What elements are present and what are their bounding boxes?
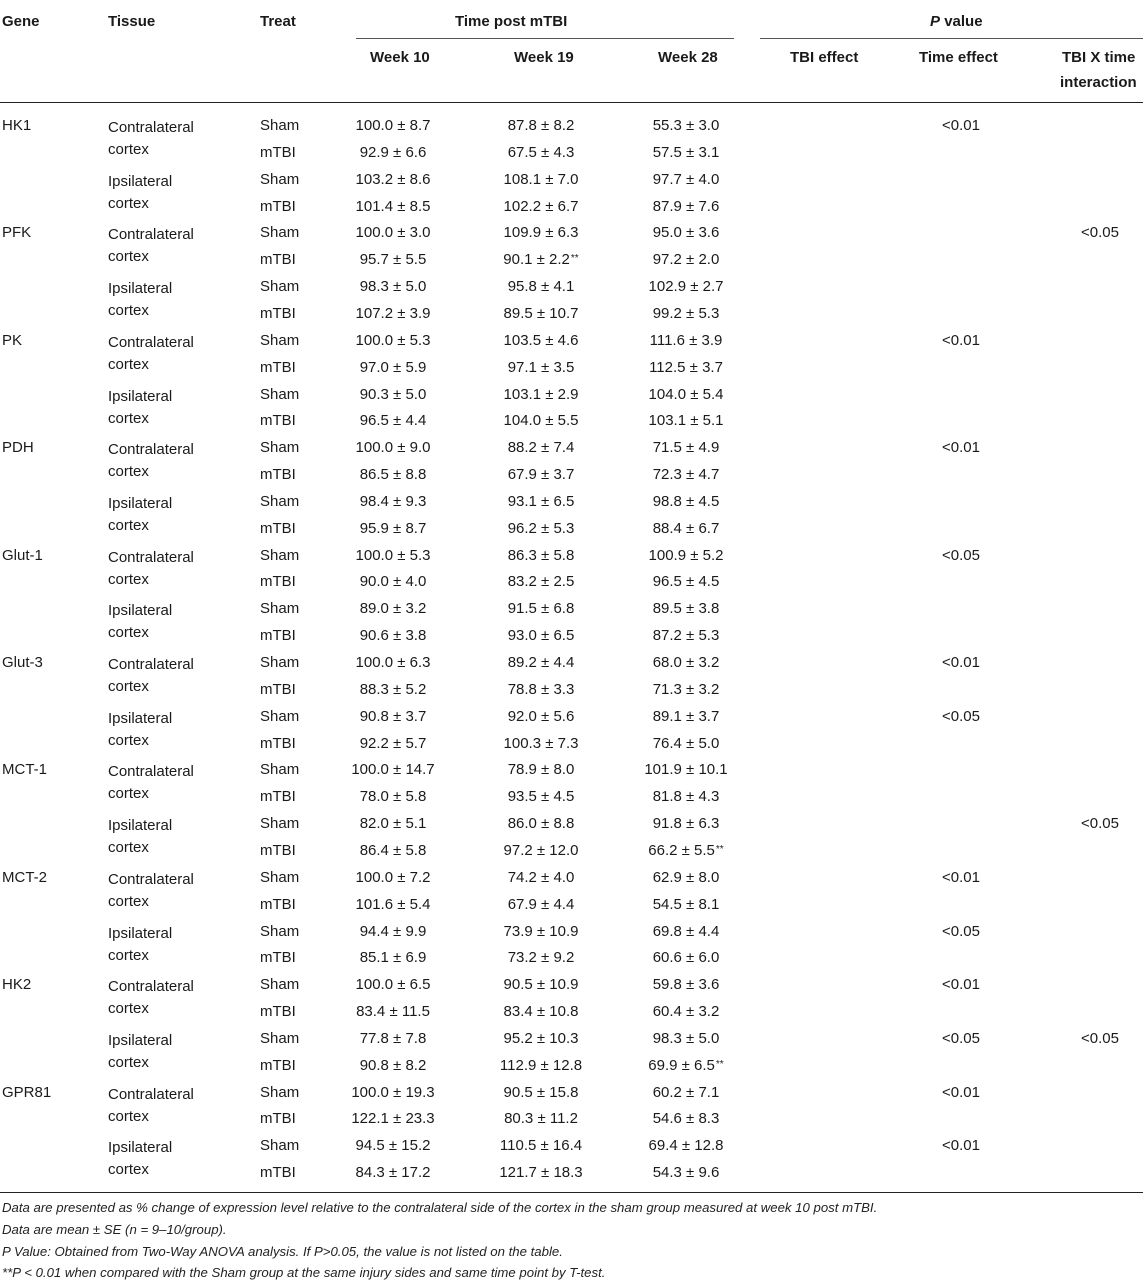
p-value-group-rule [760, 38, 1143, 39]
tissue-label [108, 1137, 172, 1180]
tissue-label [108, 547, 194, 590]
value-cell-w28: 59.8 ± 3.6 [652, 976, 720, 993]
footnote-1: Data are presented as % change of expression level relative to the contralateral side of the cortex in the sham group measured at week 10 post mTBI. [2, 1200, 878, 1215]
value-cell-w28: 96.5 ± 4.5 [652, 573, 720, 590]
tissue-label-line: cortex [108, 731, 149, 749]
time-effect-cell: <0.05 [942, 547, 980, 564]
treat-cell: Sham [260, 600, 300, 617]
value-cell-w10: 100.0 ± 8.7 [355, 117, 431, 134]
treat-cell: Sham [260, 117, 300, 134]
header-bottom-rule [0, 102, 1143, 103]
value-cell-w19: 92.0 ± 5.6 [507, 708, 575, 725]
value-cell-w10: 90.6 ± 3.8 [359, 627, 427, 644]
value-cell-w28: 68.0 ± 3.2 [652, 654, 720, 671]
treat-cell: mTBI [260, 144, 296, 161]
tissue-label [108, 869, 194, 912]
tissue-label-line: cortex [108, 838, 149, 856]
value-cell-w19: 93.0 ± 6.5 [507, 627, 575, 644]
header-tbi-effect: TBI effect [790, 49, 859, 66]
tissue-label [108, 493, 172, 536]
value-cell-w10: 107.2 ± 3.9 [355, 305, 431, 322]
tissue-label-line: cortex [108, 409, 149, 427]
time-effect-cell: <0.05 [942, 708, 980, 725]
value-cell-w10: 83.4 ± 11.5 [356, 1003, 430, 1020]
value-cell-w19: 90.5 ± 10.9 [503, 976, 579, 993]
value-cell-w10: 100.0 ± 3.0 [355, 224, 431, 241]
tissue-label [108, 224, 194, 267]
value-cell-w10: 100.0 ± 6.3 [355, 654, 431, 671]
value-cell-w19: 86.0 ± 8.8 [507, 815, 575, 832]
treat-cell: Sham [260, 1030, 300, 1047]
treat-cell: mTBI [260, 842, 296, 859]
treat-cell: Sham [260, 869, 300, 886]
tissue-label [108, 117, 194, 160]
tissue-label-line: Contralateral [108, 549, 194, 566]
value-cell-w10: 89.0 ± 3.2 [359, 600, 427, 617]
header-gene: Gene [2, 13, 40, 30]
value-cell-w28: 72.3 ± 4.7 [652, 466, 720, 483]
tissue-label-line: cortex [108, 194, 149, 212]
header-time-group: Time post mTBI [455, 13, 568, 30]
tissue-label-line: Contralateral [108, 441, 194, 458]
treat-cell: Sham [260, 493, 300, 510]
value-cell-w19: 89.5 ± 10.7 [503, 305, 579, 322]
header-p-word: value [944, 13, 983, 30]
time-effect-cell: <0.01 [942, 332, 980, 349]
value-cell-w10: 101.4 ± 8.5 [355, 198, 431, 215]
time-effect-cell: <0.01 [942, 654, 980, 671]
value-cell-w19: 88.2 ± 7.4 [507, 439, 575, 456]
value-cell-w28: 71.3 ± 3.2 [652, 681, 720, 698]
interaction-cell: <0.05 [1081, 1030, 1119, 1047]
gene-name: Glut-1 [2, 547, 43, 564]
tissue-label-line: Ipsilateral [108, 388, 173, 405]
value-cell-w28: 69.4 ± 12.8 [648, 1137, 724, 1154]
tissue-label [108, 332, 194, 375]
value-cell-w28: 60.4 ± 3.2 [652, 1003, 720, 1020]
header-p-value [930, 13, 983, 30]
value-cell-w28: 81.8 ± 4.3 [652, 788, 720, 805]
treat-cell: Sham [260, 761, 300, 778]
treat-cell: mTBI [260, 573, 296, 590]
significance-marker: ** [570, 253, 579, 264]
tissue-label-line: Ipsilateral [108, 495, 173, 512]
value-cell-w10: 90.8 ± 3.7 [359, 708, 427, 725]
tissue-label-line: cortex [108, 1053, 149, 1071]
value-cell-w10: 88.3 ± 5.2 [359, 681, 427, 698]
time-effect-cell: <0.05 [942, 923, 980, 940]
value-cell-w19: 121.7 ± 18.3 [499, 1164, 583, 1181]
gene-name: MCT-1 [2, 761, 47, 778]
tissue-label [108, 708, 172, 751]
tissue-label [108, 386, 172, 429]
value-cell-w28: 89.5 ± 3.8 [652, 600, 720, 617]
treat-cell: mTBI [260, 627, 296, 644]
value-cell-w28: 60.2 ± 7.1 [652, 1084, 720, 1101]
tissue-label-line: cortex [108, 677, 149, 695]
gene-name: PDH [2, 439, 34, 456]
value-cell-w28: 98.3 ± 5.0 [652, 1030, 720, 1047]
value-cell-w28: 69.9 ± 6.5** [648, 1057, 724, 1074]
value-cell-w19: 103.5 ± 4.6 [503, 332, 579, 349]
value-cell-w28: 104.0 ± 5.4 [648, 386, 724, 403]
value-cell-w19: 112.9 ± 12.8 [499, 1057, 583, 1074]
value-cell-w28: 88.4 ± 6.7 [652, 520, 720, 537]
gene-name: GPR81 [2, 1084, 52, 1101]
value-cell-w19: 73.2 ± 9.2 [507, 949, 575, 966]
treat-cell: Sham [260, 923, 300, 940]
value-cell-w10: 95.7 ± 5.5 [359, 251, 427, 268]
value-cell-w19: 93.5 ± 4.5 [507, 788, 575, 805]
value-cell-w19: 109.9 ± 6.3 [503, 224, 579, 241]
treat-cell: Sham [260, 708, 300, 725]
value-cell-w28: 54.6 ± 8.3 [652, 1110, 720, 1127]
treat-cell: Sham [260, 278, 300, 295]
tissue-label [108, 815, 172, 858]
value-cell-w28: 66.2 ± 5.5** [648, 842, 724, 859]
value-cell-w28: 76.4 ± 5.0 [652, 735, 720, 752]
tissue-label [108, 278, 172, 321]
footnote-3: P Value: Obtained from Two-Way ANOVA analysis. If P>0.05, the value is not listed on the table. [2, 1244, 563, 1259]
value-cell-w19: 83.2 ± 2.5 [507, 573, 575, 590]
tissue-label-line: Ipsilateral [108, 1032, 173, 1049]
value-cell-w19: 80.3 ± 11.2 [504, 1110, 578, 1127]
value-cell-w10: 94.5 ± 15.2 [355, 1137, 431, 1154]
interaction-cell: <0.05 [1081, 815, 1119, 832]
value-cell-w10: 98.4 ± 9.3 [359, 493, 427, 510]
time-effect-cell: <0.01 [942, 1084, 980, 1101]
value-cell-w28: 57.5 ± 3.1 [652, 144, 720, 161]
treat-cell: mTBI [260, 520, 296, 537]
tissue-label [108, 1030, 172, 1073]
value-cell-w19: 108.1 ± 7.0 [503, 171, 579, 188]
tissue-label-line: Contralateral [108, 871, 194, 888]
value-cell-w19: 95.8 ± 4.1 [507, 278, 575, 295]
value-cell-w10: 103.2 ± 8.6 [355, 171, 431, 188]
time-effect-cell: <0.01 [942, 869, 980, 886]
value-cell-w10: 85.1 ± 6.9 [359, 949, 427, 966]
gene-name: MCT-2 [2, 869, 47, 886]
value-cell-w10: 100.0 ± 9.0 [355, 439, 431, 456]
treat-cell: Sham [260, 1084, 300, 1101]
value-cell-w10: 95.9 ± 8.7 [359, 520, 427, 537]
value-cell-w28: 112.5 ± 3.7 [649, 359, 723, 376]
tissue-label-line: cortex [108, 301, 149, 319]
tissue-label-line: cortex [108, 623, 149, 641]
value-cell-w28: 55.3 ± 3.0 [652, 117, 720, 134]
tissue-label-line: Ipsilateral [108, 602, 173, 619]
time-effect-cell: <0.01 [942, 439, 980, 456]
treat-cell: mTBI [260, 1003, 296, 1020]
tissue-label-line: Ipsilateral [108, 1139, 173, 1156]
value-cell-w28: 111.6 ± 3.9 [649, 332, 723, 349]
value-cell-w28: 103.1 ± 5.1 [648, 412, 724, 429]
gene-name: HK2 [2, 976, 32, 993]
tissue-label-line: Contralateral [108, 1086, 194, 1103]
time-effect-cell: <0.01 [942, 117, 980, 134]
value-cell-w28: 87.2 ± 5.3 [652, 627, 720, 644]
header-p-letter: P [930, 13, 941, 30]
value-cell-w19: 104.0 ± 5.5 [503, 412, 579, 429]
tissue-label [108, 600, 172, 643]
tissue-label-line: cortex [108, 516, 149, 534]
value-cell-w19: 86.3 ± 5.8 [507, 547, 575, 564]
treat-cell: Sham [260, 224, 300, 241]
value-cell-w10: 92.2 ± 5.7 [359, 735, 427, 752]
value-cell-w28: 98.8 ± 4.5 [652, 493, 720, 510]
value-cell-w10: 84.3 ± 17.2 [355, 1164, 431, 1181]
value-cell-w10: 96.5 ± 4.4 [359, 412, 427, 429]
value-cell-w10: 86.4 ± 5.8 [359, 842, 427, 859]
value-cell-w19: 91.5 ± 6.8 [507, 600, 575, 617]
value-cell-w10: 101.6 ± 5.4 [355, 896, 431, 913]
value-cell-w19: 87.8 ± 8.2 [507, 117, 575, 134]
gene-name: PK [2, 332, 23, 349]
tissue-label-line: cortex [108, 1160, 149, 1178]
treat-cell: mTBI [260, 788, 296, 805]
tissue-label-line: cortex [108, 570, 149, 588]
treat-cell: Sham [260, 547, 300, 564]
value-cell-w28: 99.2 ± 5.3 [652, 305, 720, 322]
tissue-label [108, 1084, 194, 1127]
value-cell-w28: 95.0 ± 3.6 [652, 224, 720, 241]
value-cell-w19: 78.9 ± 8.0 [507, 761, 575, 778]
tissue-label-line: Contralateral [108, 226, 194, 243]
tissue-label-line: cortex [108, 999, 149, 1017]
tissue-label-line: cortex [108, 462, 149, 480]
value-cell-w10: 100.0 ± 19.3 [351, 1084, 435, 1101]
value-cell-w19: 90.1 ± 2.2** [503, 251, 579, 268]
treat-cell: mTBI [260, 1110, 296, 1127]
treat-cell: Sham [260, 815, 300, 832]
value-cell-w19: 102.2 ± 6.7 [503, 198, 579, 215]
footnote-4: **P < 0.01 when compared with the Sham group at the same injury sides and same time point by T-test. [2, 1265, 606, 1280]
treat-cell: mTBI [260, 198, 296, 215]
value-cell-w28: 62.9 ± 8.0 [652, 869, 720, 886]
tissue-label [108, 439, 194, 482]
value-cell-w19: 96.2 ± 5.3 [507, 520, 575, 537]
tissue-label [108, 976, 194, 1019]
value-cell-w28: 87.9 ± 7.6 [652, 198, 720, 215]
tissue-label [108, 761, 194, 804]
header-interaction-line2: interaction [1060, 74, 1137, 91]
value-cell-w28: 54.5 ± 8.1 [652, 896, 720, 913]
tissue-label-line: Ipsilateral [108, 817, 173, 834]
header-week19: Week 19 [514, 49, 574, 66]
time-group-rule [356, 38, 734, 39]
tissue-label-line: cortex [108, 355, 149, 373]
treat-cell: mTBI [260, 1057, 296, 1074]
value-cell-w10: 90.3 ± 5.0 [359, 386, 427, 403]
value-cell-w10: 82.0 ± 5.1 [359, 815, 427, 832]
value-cell-w19: 73.9 ± 10.9 [503, 923, 579, 940]
treat-cell: mTBI [260, 305, 296, 322]
value-cell-w28: 91.8 ± 6.3 [652, 815, 720, 832]
table-bottom-rule [0, 1192, 1143, 1193]
gene-name: PFK [2, 224, 32, 241]
tissue-label-line: cortex [108, 247, 149, 265]
value-cell-w19: 67.5 ± 4.3 [507, 144, 575, 161]
treat-cell: Sham [260, 1137, 300, 1154]
value-cell-w28: 54.3 ± 9.6 [652, 1164, 720, 1181]
value-cell-w28: 101.9 ± 10.1 [644, 761, 728, 778]
value-cell-w19: 74.2 ± 4.0 [507, 869, 575, 886]
gene-name: HK1 [2, 117, 32, 134]
value-cell-w19: 67.9 ± 4.4 [507, 896, 575, 913]
value-cell-w10: 100.0 ± 5.3 [355, 547, 431, 564]
gene-name: Glut-3 [2, 654, 43, 671]
treat-cell: mTBI [260, 949, 296, 966]
treat-cell: mTBI [260, 359, 296, 376]
value-cell-w10: 78.0 ± 5.8 [359, 788, 427, 805]
header-treat: Treat [260, 13, 296, 30]
header-time-effect: Time effect [919, 49, 998, 66]
value-cell-w10: 100.0 ± 6.5 [355, 976, 431, 993]
header-interaction-line1: TBI X time [1062, 49, 1136, 66]
tissue-label-line: Contralateral [108, 763, 194, 780]
value-cell-w28: 100.9 ± 5.2 [648, 547, 724, 564]
treat-cell: Sham [260, 332, 300, 349]
value-cell-w10: 90.8 ± 8.2 [359, 1057, 427, 1074]
tissue-label [108, 654, 194, 697]
treat-cell: mTBI [260, 412, 296, 429]
tissue-label-line: Ipsilateral [108, 710, 173, 727]
tissue-label-line: cortex [108, 1107, 149, 1125]
header-week10: Week 10 [370, 49, 430, 66]
value-cell-w19: 78.8 ± 3.3 [507, 681, 575, 698]
tissue-label-line: Contralateral [108, 119, 194, 136]
interaction-cell: <0.05 [1081, 224, 1119, 241]
treat-cell: Sham [260, 439, 300, 456]
tissue-label-line: cortex [108, 892, 149, 910]
tissue-label-line: Contralateral [108, 334, 194, 351]
value-cell-w19: 89.2 ± 4.4 [507, 654, 575, 671]
tissue-label-line: Ipsilateral [108, 173, 173, 190]
treat-cell: mTBI [260, 735, 296, 752]
value-cell-w10: 90.0 ± 4.0 [359, 573, 427, 590]
value-cell-w10: 98.3 ± 5.0 [359, 278, 427, 295]
header-week28: Week 28 [658, 49, 718, 66]
value-cell-w28: 71.5 ± 4.9 [652, 439, 720, 456]
treat-cell: mTBI [260, 1164, 296, 1181]
value-cell-w10: 100.0 ± 14.7 [351, 761, 435, 778]
value-cell-w10: 100.0 ± 5.3 [355, 332, 431, 349]
value-cell-w28: 97.7 ± 4.0 [652, 171, 720, 188]
tissue-label-line: Ipsilateral [108, 925, 173, 942]
value-cell-w28: 102.9 ± 2.7 [648, 278, 724, 295]
value-cell-w10: 77.8 ± 7.8 [359, 1030, 427, 1047]
tissue-label-line: cortex [108, 140, 149, 158]
time-effect-cell: <0.01 [942, 976, 980, 993]
value-cell-w10: 122.1 ± 23.3 [351, 1110, 435, 1127]
treat-cell: Sham [260, 976, 300, 993]
treat-cell: mTBI [260, 251, 296, 268]
value-cell-w28: 97.2 ± 2.0 [652, 251, 720, 268]
value-cell-w10: 94.4 ± 9.9 [359, 923, 427, 940]
value-cell-w19: 97.1 ± 3.5 [507, 359, 575, 376]
time-effect-cell: <0.01 [942, 1137, 980, 1154]
treat-cell: mTBI [260, 466, 296, 483]
value-cell-w19: 95.2 ± 10.3 [503, 1030, 579, 1047]
treat-cell: Sham [260, 386, 300, 403]
value-cell-w19: 90.5 ± 15.8 [503, 1084, 579, 1101]
tissue-label-line: Contralateral [108, 656, 194, 673]
tissue-label [108, 171, 172, 214]
value-cell-w10: 86.5 ± 8.8 [359, 466, 427, 483]
treat-cell: Sham [260, 171, 300, 188]
significance-marker: ** [715, 844, 724, 855]
value-cell-w28: 89.1 ± 3.7 [652, 708, 720, 725]
value-cell-w19: 110.5 ± 16.4 [499, 1137, 583, 1154]
treat-cell: mTBI [260, 896, 296, 913]
tissue-label-line: cortex [108, 946, 149, 964]
value-cell-w28: 60.6 ± 6.0 [652, 949, 720, 966]
tissue-label [108, 923, 172, 966]
header-tissue: Tissue [108, 13, 156, 30]
value-cell-w19: 67.9 ± 3.7 [507, 466, 575, 483]
significance-marker: ** [715, 1059, 724, 1070]
value-cell-w10: 92.9 ± 6.6 [359, 144, 427, 161]
treat-cell: mTBI [260, 681, 296, 698]
value-cell-w19: 97.2 ± 12.0 [503, 842, 579, 859]
tissue-label-line: Contralateral [108, 978, 194, 995]
value-cell-w28: 69.8 ± 4.4 [652, 923, 720, 940]
value-cell-w19: 103.1 ± 2.9 [503, 386, 579, 403]
treat-cell: Sham [260, 654, 300, 671]
value-cell-w19: 93.1 ± 6.5 [507, 493, 575, 510]
value-cell-w19: 100.3 ± 7.3 [503, 735, 579, 752]
value-cell-w10: 100.0 ± 7.2 [355, 869, 431, 886]
footnote-2: Data are mean ± SE (n = 9–10/group). [2, 1222, 227, 1237]
tissue-label-line: Ipsilateral [108, 280, 173, 297]
value-cell-w10: 97.0 ± 5.9 [359, 359, 427, 376]
time-effect-cell: <0.05 [942, 1030, 980, 1047]
tissue-label-line: cortex [108, 784, 149, 802]
value-cell-w19: 83.4 ± 10.8 [503, 1003, 579, 1020]
